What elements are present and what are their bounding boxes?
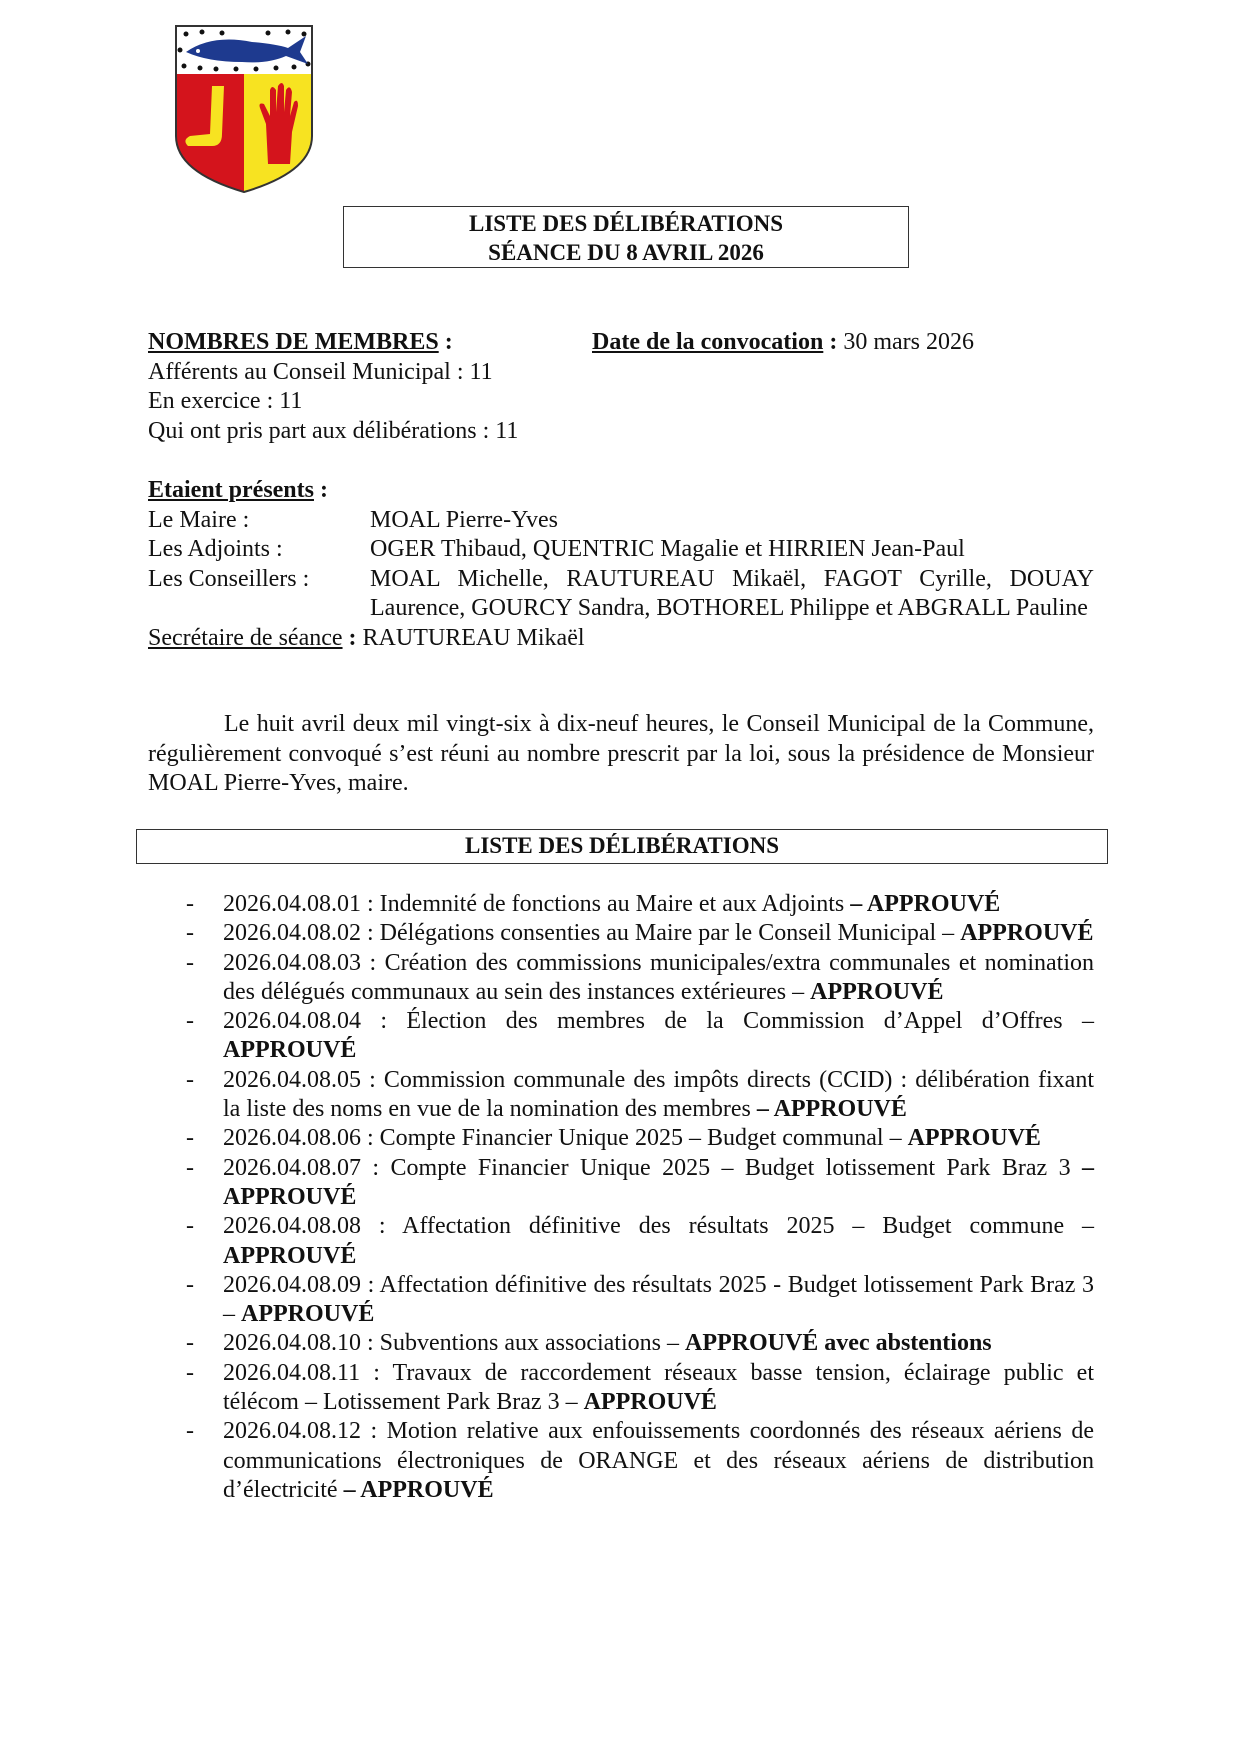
attendee-row-conseillers xyxy=(148,565,1094,624)
attendees-block: Etaient présents : Le Maire : MOAL Pierre-Yves Les Adjoints : OGER Thibaud, QUENTRIC Magalie et HIRRIEN Jean-Paul Les Conseillers : MOAL Michelle, RAUTUREAU Mikaël, FAGOT Cyrille, DOUAY Laurence, GOURCY Sandra, BOTHOREL Philippe et ABGRALL Pauline Secrétaire de séance : RAUTUREAU Mikaël xyxy=(148,476,1094,653)
secretary-name: RAUTUREAU Mikaël xyxy=(362,624,585,651)
deliberation-status: – APPROUVÉ xyxy=(756,1096,907,1123)
list-item: - 2026.04.08.04 : Élection des membres de la Commission d’Appel d’Offres – APPROUVÉ xyxy=(186,1008,1094,1064)
list-item: - 2026.04.08.08 : Affectation définitive des résultats 2025 – Budget commune – APPROUVÉ xyxy=(186,1213,1094,1269)
secretary-row: Secrétaire de séance : RAUTUREAU Mikaël xyxy=(148,624,585,651)
deliberation-status: – APPROUVÉ xyxy=(343,1476,494,1503)
deliberation-status: APPROUVÉ xyxy=(810,978,944,1005)
deliberation-text: 2026.04.08.09 : Affectation définitive des résultats 2025 - Budget lotissement Park Braz 3 – xyxy=(223,1271,1094,1328)
deliberation-text: 2026.04.08.04 : Élection des membres de la Commission d’Appel d’Offres – xyxy=(223,1008,1094,1035)
document-title: LISTE DES DÉLIBÉRATIONS xyxy=(468,211,784,236)
deliberation-status: APPROUVÉ xyxy=(960,920,1094,947)
list-item: - 2026.04.08.03 : Création des commissions municipales/extra communales et nomination des délégués communaux au sein des instances extérieures – APPROUVÉ xyxy=(186,949,1094,1005)
list-item: - 2026.04.08.09 : Affectation définitive des résultats 2025 - Budget lotissement Park Braz 3 – APPROUVÉ xyxy=(186,1271,1094,1328)
deliberation-text: 2026.04.08.07 : Compte Financier Unique 2025 – Budget lotissement Park Braz 3 xyxy=(223,1154,1082,1181)
deliberation-status: APPROUVÉ xyxy=(583,1389,717,1416)
session-date-title: SÉANCE DU 8 AVRIL 2026 xyxy=(488,240,764,265)
attendee-label: Les Conseillers : xyxy=(148,565,310,592)
convocation-date: 30 mars 2026 xyxy=(843,329,974,355)
coat-of-arms-logo xyxy=(172,24,316,194)
intro-paragraph: Le huit avril deux mil vingt-six à dix-neuf heures, le Conseil Municipal de la Commune, régulièrement convoqué s’est réuni au nombre prescrit par la loi, sous la présidence de Monsieur MOAL Pierre-Yves, maire. xyxy=(148,711,1094,796)
list-item: - 2026.04.08.11 : Travaux de raccordement réseaux basse tension, éclairage public et télécom – Lotissement Park Braz 3 – APPROUVÉ xyxy=(186,1359,1094,1416)
members-afferents: Afférents au Conseil Municipal : 11 xyxy=(148,358,493,385)
attendee-row-adjoints xyxy=(148,535,1094,565)
attendee-row-maire xyxy=(148,506,1094,536)
deliberations-list xyxy=(180,890,1094,1505)
list-item: - 2026.04.08.02 : Délégations consenties au Maire par le Conseil Municipal – APPROUVÉ xyxy=(186,920,1094,947)
deliberation-status: – APPROUVÉ xyxy=(223,1154,1094,1210)
deliberation-text: 2026.04.08.03 : Création des commissions municipales/extra communales et nomination des délégués communaux au sein des instances extérieures – xyxy=(223,949,1094,1005)
secretary-label: Secrétaire de séance xyxy=(148,624,343,651)
list-item: - 2026.04.08.12 : Motion relative aux enfouissements coordonnés des réseaux aériens de communications électroniques de ORANGE et des réseaux aériens de distribution d’électricité – APPROUVÉ xyxy=(186,1418,1094,1503)
list-item: - 2026.04.08.05 : Commission communale des impôts directs (CCID) : délibération fixant la liste des noms en vue de la nomination des membres – APPROUVÉ xyxy=(186,1066,1094,1123)
members-pris-part: Qui ont pris part aux délibérations : 11 xyxy=(148,417,519,444)
deliberations-section-title: LISTE DES DÉLIBÉRATIONS xyxy=(136,829,1108,864)
deliberation-status: – APPROUVÉ xyxy=(850,891,1001,917)
convocation-label: Date de la convocation xyxy=(592,329,824,355)
list-item: - 2026.04.08.07 : Compte Financier Unique 2025 – Budget lotissement Park Braz 3 – APPROUVÉ xyxy=(186,1154,1094,1210)
deliberation-status: APPROUVÉ avec abstentions xyxy=(684,1330,992,1357)
members-block: NOMBRES DE MEMBRES : Afférents au Conseil Municipal : 11 En exercice : 11 Qui ont pris part aux délibérations : 11 xyxy=(148,328,518,446)
attendees-heading: Etaient présents xyxy=(148,477,314,503)
deliberation-status: APPROUVÉ xyxy=(223,1242,357,1269)
deliberation-status: APPROUVÉ xyxy=(223,1037,357,1064)
deliberation-text: 2026.04.08.11 : Travaux de raccordement réseaux basse tension, éclairage public et télécom – Lotissement Park Braz 3 – xyxy=(223,1359,1094,1416)
document-title-box xyxy=(343,206,909,268)
convocation-block: Date de la convocation : 30 mars 2026 xyxy=(592,329,974,355)
attendee-label: Les Adjoints : xyxy=(148,536,283,562)
deliberation-text: 2026.04.08.02 : Délégations consenties au Maire par le Conseil Municipal – xyxy=(223,920,961,947)
members-exercice: En exercice : 11 xyxy=(148,388,303,414)
list-item: - 2026.04.08.10 : Subventions aux associations – APPROUVÉ avec abstentions xyxy=(186,1330,992,1357)
attendee-names: MOAL Pierre-Yves xyxy=(370,506,558,533)
members-heading: NOMBRES DE MEMBRES xyxy=(148,329,439,355)
deliberation-text: 2026.04.08.01 : Indemnité de fonctions au Maire et aux Adjoints xyxy=(223,891,851,917)
deliberation-text: 2026.04.08.10 : Subventions aux associations – xyxy=(223,1330,685,1357)
deliberation-text: 2026.04.08.05 : Commission communale des impôts directs (CCID) : délibération fixant la liste des noms en vue de la nomination des membres xyxy=(223,1066,1094,1123)
deliberation-text: 2026.04.08.06 : Compte Financier Unique 2025 – Budget communal – xyxy=(223,1125,908,1152)
list-item: - 2026.04.08.01 : Indemnité de fonctions au Maire et aux Adjoints – APPROUVÉ xyxy=(186,891,1001,917)
list-item: - 2026.04.08.06 : Compte Financier Unique 2025 – Budget communal – APPROUVÉ xyxy=(186,1125,1041,1152)
deliberation-text: 2026.04.08.08 : Affectation définitive des résultats 2025 – Budget commune – xyxy=(223,1213,1094,1240)
attendee-label: Le Maire : xyxy=(148,506,250,533)
attendee-names: MOAL Michelle, RAUTUREAU Mikaël, FAGOT Cyrille, DOUAY Laurence, GOURCY Sandra, BOTHOREL Philippe et ABGRALL Pauline xyxy=(370,565,1094,621)
deliberation-status: APPROUVÉ xyxy=(241,1301,375,1328)
deliberation-status: APPROUVÉ xyxy=(907,1125,1041,1152)
attendee-names: OGER Thibaud, QUENTRIC Magalie et HIRRIEN Jean-Paul xyxy=(370,536,965,562)
deliberation-text: 2026.04.08.12 : Motion relative aux enfouissements coordonnés des réseaux aériens de communications électroniques de ORANGE et des réseaux aériens de distribution d’électricité xyxy=(223,1418,1094,1503)
